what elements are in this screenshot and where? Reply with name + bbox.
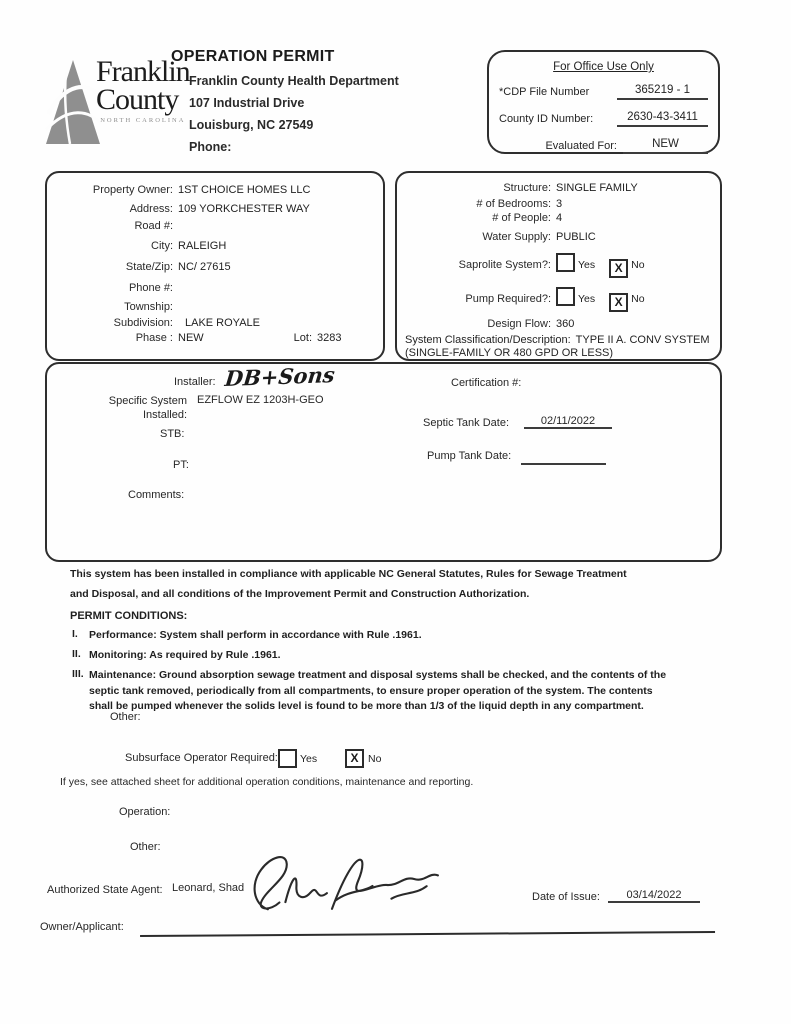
department-address: 107 Industrial Drive [189,96,305,110]
installer-label: Installer: [174,376,216,388]
office-use-box [487,50,720,154]
pump-required-row [405,287,714,312]
lot-label: Lot: [293,332,313,344]
cdp-file-row [489,84,718,100]
operator-no-checkbox: X [345,749,364,768]
specific-system-value: EZFLOW EZ 1203H-GEO [197,394,324,406]
property-owner-label: Property Owner: [92,184,173,196]
bedrooms-row [405,198,714,210]
logo-line2: County [96,82,179,116]
address-label: Address: [129,203,173,215]
cdp-file-value: 365219 - 1 [617,84,708,100]
condition-3-number: III. [72,668,84,681]
saprolite-no-checkbox: X [609,259,628,278]
design-flow-value: 360 [556,318,575,330]
condition-2-text: Monitoring: As required by Rule .1961. [89,649,281,662]
operator-yes-label: Yes [300,753,318,765]
franklin-county-logo [44,52,190,152]
agent-signature-icon [235,833,450,927]
county-id-label: County ID Number: [499,113,594,125]
phase-value: NEW [178,332,204,344]
state-zip-label: State/Zip: [125,261,173,273]
office-box-title: For Office Use Only [553,61,654,73]
classification-note-row [405,347,714,359]
owner-applicant-label: Owner/Applicant: [40,921,124,933]
if-yes-note: If yes, see attached sheet for additional operation conditions, maintenance and reporting. [60,776,474,788]
phase-label: Phase : [135,332,173,344]
subdivision-label: Subdivision: [113,317,173,329]
city-row [61,240,373,252]
authorized-agent-label: Authorized State Agent: [47,884,163,896]
road-row [61,220,373,232]
condition-item-2 [72,648,672,663]
structure-value: SINGLE FAMILY [556,182,638,194]
phase-row [61,332,373,344]
condition-2-number: II. [72,648,81,661]
certification-label: Certification #: [451,377,522,389]
subdivision-value: LAKE ROYALE [185,317,260,329]
property-owner-row [61,184,373,196]
page-title: OPERATION PERMIT [171,48,335,65]
property-owner-value: 1ST CHOICE HOMES LLC [178,184,311,196]
compliance-statement: This system has been installed in compliance with applicable NC General Statutes, Rules for Sewage Treatment and Disposal, and all conditions of the Improvement Permit and Construction Authorization. [70,568,627,601]
pump-tank-date-label: Pump Tank Date: [427,450,512,462]
evaluated-for-row [489,138,718,154]
phone-number-label: Phone #: [128,282,173,294]
city-value: RALEIGH [178,240,227,252]
structure-label: Structure: [503,182,551,194]
design-flow-row [405,318,714,330]
saprolite-no-label: No [631,259,645,271]
stb-label: STB: [160,428,185,440]
state-zip-row [61,261,373,273]
classification-row [405,334,714,346]
water-supply-value: PUBLIC [556,231,596,243]
specific-system-label-line1: Specific System [108,395,187,407]
operation-other-label: Other: [130,841,161,853]
installer-box [45,362,722,562]
water-supply-label: Water Supply: [482,231,551,243]
people-value: 4 [556,212,563,224]
property-owner-box [45,171,385,361]
classification-label: System Classification/Description: [405,334,571,346]
operator-no-label: No [368,753,382,765]
header-block [171,48,399,154]
property-fields [61,184,373,344]
saprolite-row [405,253,714,278]
bedrooms-label: # of Bedrooms: [476,198,551,210]
evaluated-for-label: Evaluated For: [545,140,617,152]
phone-row [61,282,373,294]
phone-label: Phone: [189,140,232,154]
pump-yes-label: Yes [578,293,596,305]
saprolite-yes-label: Yes [578,259,596,271]
pump-tank-date-blank [521,450,606,465]
classification-value: TYPE II A. CONV SYSTEM [575,334,710,346]
comments-label: Comments: [128,489,185,501]
logo-triangle-icon [44,52,102,152]
county-id-row [489,111,718,127]
evaluated-for-value: NEW [623,138,708,154]
structure-fields [405,182,714,359]
lot-value: 3283 [317,332,342,344]
permit-conditions-list [72,628,672,719]
township-label: Township: [124,301,173,313]
operator-yes-checkbox [278,749,297,768]
address-value: 109 YORKCHESTER WAY [178,203,310,215]
subsurface-operator-label: Subsurface Operator Required: [125,752,278,764]
road-label: Road #: [134,220,173,232]
address-row [61,203,373,215]
department-name: Franklin County Health Department [189,74,399,88]
design-flow-label: Design Flow: [487,318,551,330]
classification-note: (SINGLE-FAMILY OR 480 GPD OR LESS) [405,347,614,359]
condition-1-number: I. [72,628,78,640]
bedrooms-value: 3 [556,198,563,210]
state-zip-value: NC/ 27615 [178,261,231,273]
people-row [405,212,714,224]
structure-box [395,171,722,361]
date-of-issue-label: Date of Issue: [532,891,600,903]
saprolite-label: Saprolite System?: [458,259,551,271]
pump-yes-checkbox [556,287,575,306]
owner-applicant-blank [140,918,715,937]
date-of-issue-value: 03/14/2022 [608,889,700,903]
county-id-value: 2630-43-3411 [617,111,708,127]
installer-handwritten-value: DB+Sons [223,362,337,391]
pump-no-checkbox: X [609,293,628,312]
pump-no-label: No [631,293,645,305]
condition-3-text: Maintenance: Ground absorption sewage treatment and disposal systems shall be checked, and the contents of the septic tank removed, periodically from all compartments, to ensure proper operation of the system. The contents shall be pumped whenever the solids level is found to be more than 1/3 of the liquid depth in any compartment. [89,669,667,712]
department-city: Louisburg, NC 27549 [189,118,314,132]
specific-system-label-line2: Installed: [142,409,187,422]
pump-required-label: Pump Required?: [465,293,551,305]
logo-subtext: NORTH CAROLINA [100,117,186,125]
structure-row [405,182,714,194]
cdp-file-label: *CDP File Number [499,86,590,98]
city-label: City: [151,240,173,252]
condition-1-text: Performance: System shall perform in accordance with Rule .1961. [89,629,422,641]
township-row [61,301,373,313]
specific-system-label [72,394,187,423]
water-supply-row [405,231,714,243]
operation-label: Operation: [119,806,171,818]
condition-item-3 [72,668,672,714]
authorized-agent-name: Leonard, Shad [172,882,245,894]
permit-conditions-title: PERMIT CONDITIONS: [70,610,188,622]
logo-line1: Franklin [96,55,190,88]
subdivision-row [61,317,373,329]
conditions-other-label: Other: [110,711,141,723]
condition-item-1 [72,628,672,643]
people-label: # of People: [492,212,551,224]
saprolite-yes-checkbox [556,253,575,272]
septic-tank-date-label: Septic Tank Date: [423,417,510,429]
septic-tank-date-value: 02/11/2022 [524,415,612,429]
pt-label: PT: [173,459,189,471]
